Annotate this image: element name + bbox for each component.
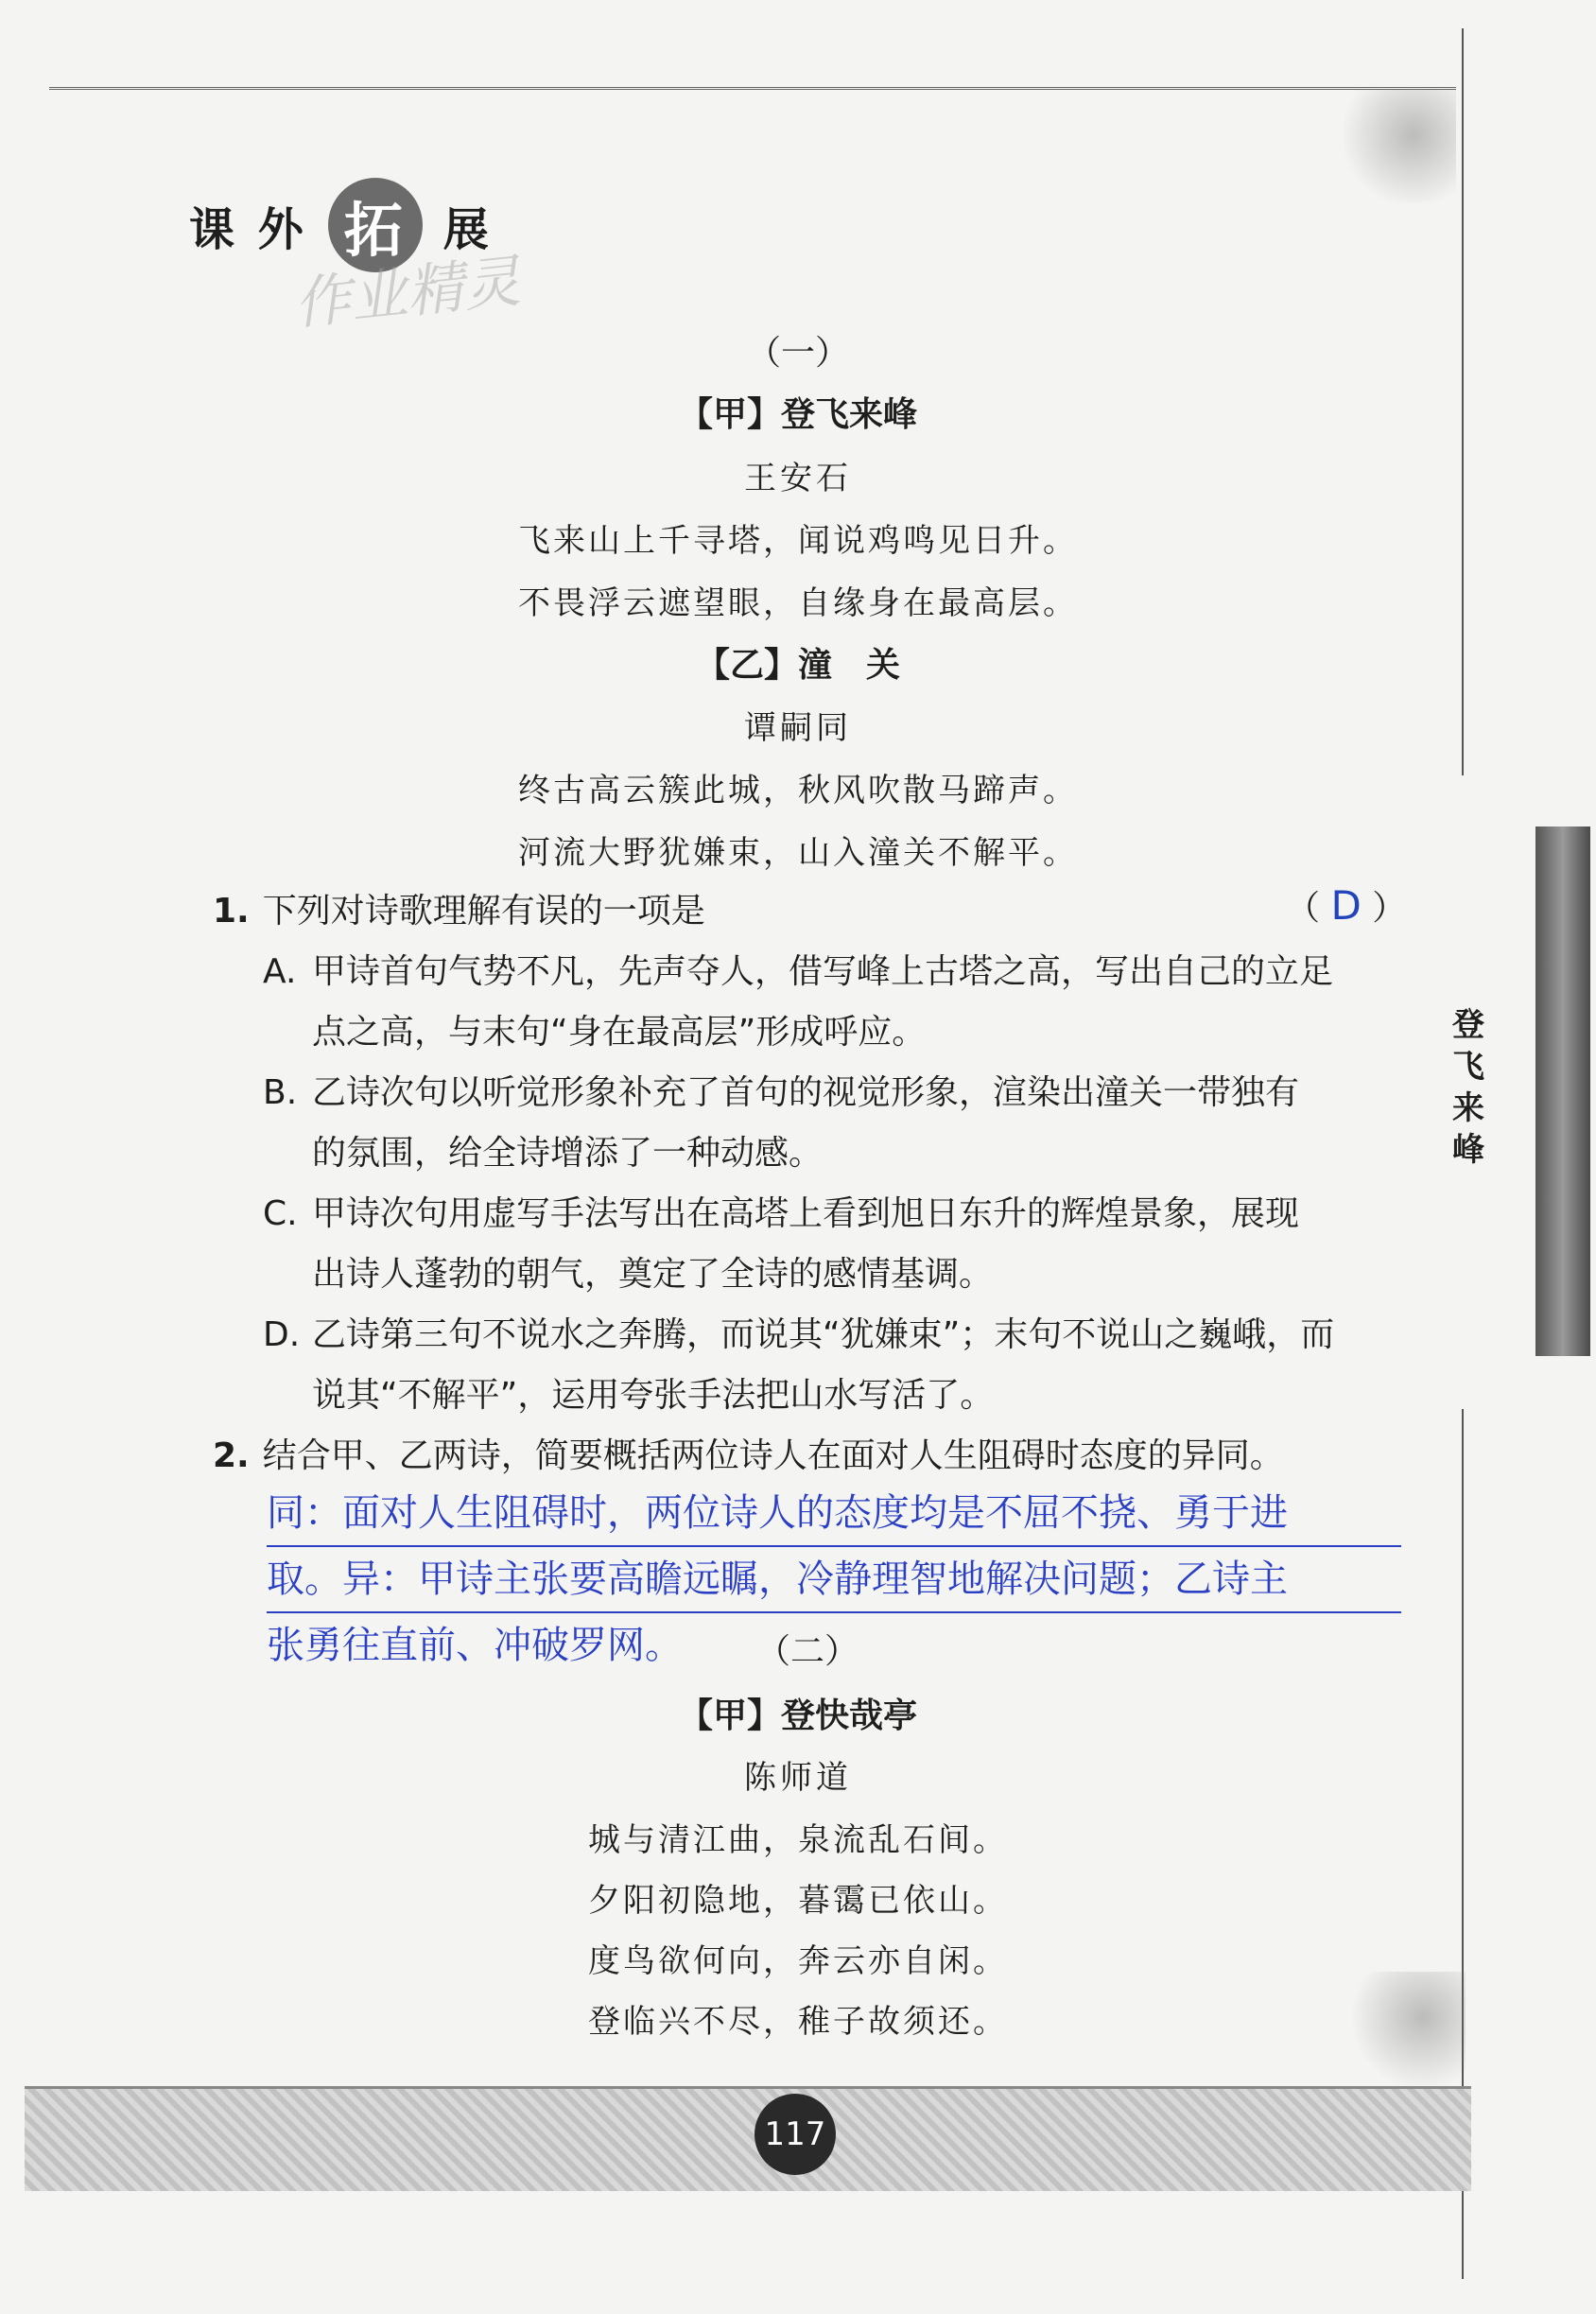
top-rule <box>49 87 1456 90</box>
option-text: 甲诗首句气势不凡，先声夺人，借写峰上古塔之高，写出自己的立足 <box>312 952 1334 991</box>
poem-a-author: 王安石 <box>744 460 852 497</box>
poem-author: 陈师道 <box>744 1759 852 1797</box>
paren-open: （ <box>1286 889 1321 928</box>
option-label: C. <box>263 1194 298 1233</box>
corner-ornament-top <box>1314 90 1456 203</box>
poem-b-line: 河流大野犹嫌束，山入潼关不解平。 <box>518 834 1078 872</box>
option-text: 甲诗次句用虚写手法写出在高塔上看到旭日东升的辉煌景象，展现 <box>312 1194 1300 1233</box>
question-text: 下列对诗歌理解有误的一项是 <box>262 892 705 931</box>
section-2-label: （二） <box>756 1632 859 1671</box>
side-title: 登飞来峰 <box>1452 1006 1484 1169</box>
header-suffix: 展 <box>442 202 493 256</box>
question-text: 结合甲、乙两诗，简要概括两位诗人在面对人生阻碍时态度的异同。 <box>262 1436 1284 1475</box>
poem-line: 登临兴不尽，稚子故须还。 <box>588 2003 1008 2041</box>
option-c <box>263 1184 1407 1305</box>
poem-a-line: 不畏浮云遮望眼，自缘身在最高层。 <box>518 584 1078 622</box>
option-label: D. <box>263 1315 301 1354</box>
watermark: 作业精灵 <box>290 248 524 339</box>
option-label: B. <box>263 1073 298 1112</box>
header-big-char: 拓 <box>328 178 423 272</box>
page-number: 117 <box>755 2094 836 2175</box>
footer-ornament <box>25 2086 1471 2191</box>
poem-b-line: 终古高云簇此城，秋风吹散马蹄声。 <box>518 772 1078 809</box>
option-d <box>263 1305 1407 1426</box>
answer-line: 取。异：甲诗主张要高瞻远瞩，冷静理智地解决问题；乙诗主 <box>267 1547 1401 1613</box>
option-label: A. <box>263 952 297 991</box>
header-prefix: 课 外 <box>189 202 307 256</box>
poem-line: 夕阳初隐地，暮霭已依山。 <box>588 1882 1008 1920</box>
answer-letter: D <box>1330 882 1362 929</box>
option-text-cont: 说其“不解平”，运用夸张手法把山水写活了。 <box>312 1376 995 1415</box>
option-text-cont: 点之高，与末句“身在最高层”形成呼应。 <box>312 1013 927 1052</box>
poem-title: 【甲】登快哉亭 <box>678 1696 917 1735</box>
poem-line: 度鸟欲何向，奔云亦自闲。 <box>588 1942 1008 1980</box>
question-2 <box>213 1426 1404 1487</box>
answer-choice <box>1286 881 1406 930</box>
poem-line: 城与清江曲，泉流乱石间。 <box>588 1821 1008 1859</box>
poem-a-title: 【甲】登飞来峰 <box>678 395 917 434</box>
option-text: 乙诗第三句不说水之奔腾，而说其“犹嫌束”；末句不说山之巍峨，而 <box>312 1315 1335 1354</box>
poem-a-line: 飞来山上千寻塔，闻说鸡鸣见日升。 <box>518 522 1078 560</box>
option-text: 乙诗次句以听觉形象补充了首句的视觉形象，渲染出潼关一带独有 <box>312 1073 1300 1112</box>
option-a <box>263 942 1407 1063</box>
section-1-label: （一） <box>746 334 849 373</box>
side-tab-ornament <box>1535 826 1590 1356</box>
question-number: 1. <box>213 892 250 931</box>
option-text-cont: 的氛围，给全诗增添了一种动感。 <box>312 1134 824 1173</box>
question-number: 2. <box>213 1436 250 1475</box>
poem-b-author: 谭嗣同 <box>744 709 852 747</box>
option-text-cont: 出诗人蓬勃的朝气，奠定了全诗的感情基调。 <box>312 1255 994 1294</box>
option-b <box>263 1063 1407 1184</box>
poem-b-title: 【乙】潼 关 <box>695 646 900 685</box>
question-1 <box>213 881 1407 942</box>
paren-close: ） <box>1372 889 1407 928</box>
answer-line: 同：面对人生阻碍时，两位诗人的态度均是不屈不挠、勇于进 <box>267 1481 1401 1547</box>
answer-line: 张勇往直前、冲破罗网。 <box>267 1624 683 1667</box>
